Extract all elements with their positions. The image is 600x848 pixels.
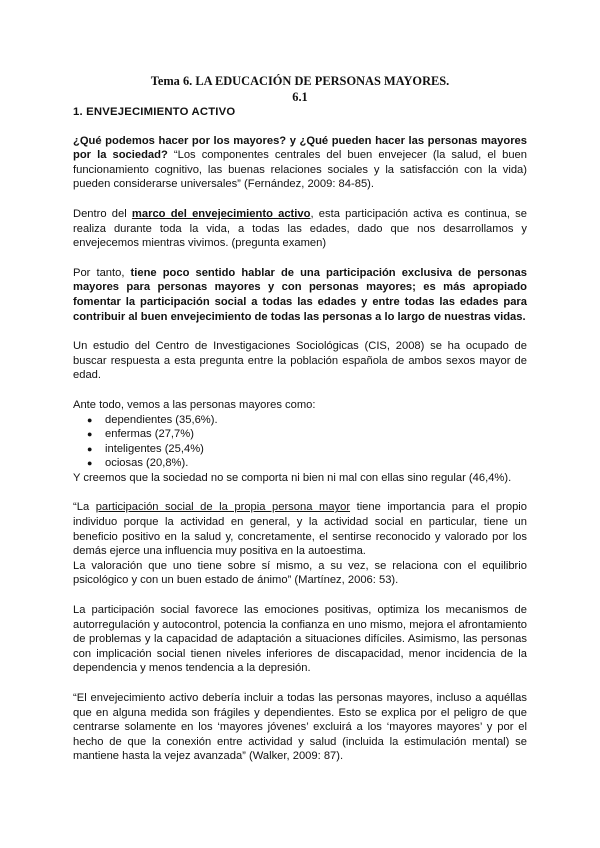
paragraph-6: La participación social favorece las emociones positivas, optimiza los mecanismos de autorregulación y autocontrol, potencia la confianza en uno mismo, mejora el afrontamiento de problemas y la capacidad de adaptación a situaciones difíciles. Asimismo, las personas con implicación social tienen niveles inferiores de discapacidad, menor incidencia de la dependencia y menos tendencia a la depresión. xyxy=(73,604,527,675)
quote-text: “Los componentes centrales del buen envejecer (la salud, el buen funcionamiento cognitivo, las buenas relaciones sociales y la satisfacción con la vida) pueden considerarse universales” (Fernández, 2009: 84-85). xyxy=(73,149,527,191)
paragraph-5 xyxy=(73,500,527,558)
paragraph-4: Un estudio del Centro de Investigaciones Sociológicas (CIS, 2008) se ha ocupado de buscar respuesta a esta pregunta entre la población española de ambos sexos mayor de edad. xyxy=(73,340,527,382)
question-text: ¿Qué podemos hacer por los mayores? y ¿Qué pueden hacer las personas mayores por la sociedad? xyxy=(73,134,527,162)
paragraph-7: “El envejecimiento activo debería incluir a todas las personas mayores, incluso a aquéllas que en alguna medida son frágiles y dependientes. Esto se explica por el peligro de que centrarse solamente en los ‘mayores jóvenes’ excluirá a los ‘mayores mayores’ y por el hecho de que la conexión entre actividad y salud (incluida la estimulación mental) se mantiene hasta la vejez avanzada” (Walker, 2009: 87). xyxy=(73,692,527,763)
underlined-term-2: participación social de la propia persona mayor xyxy=(95,501,351,514)
p5-post: tiene importancia para el propio individuo porque la actividad en general, y la actividad social en particular, tiene un beneficio positivo en la salud y, concretamente, el sentirse reconocido y valorado por los demás ejerce una influencia muy positiva en la autoestima. xyxy=(73,501,527,558)
p5-pre: “La xyxy=(73,501,96,514)
bullet-list xyxy=(73,413,527,471)
title-line-1: Tema 6. LA EDUCACIÓN DE PERSONAS MAYORES. xyxy=(150,74,450,88)
list-item: ● inteligentes (25,4%) xyxy=(73,442,527,457)
list-item: ● ociosas (20,8%). xyxy=(73,456,527,471)
list-item: ● dependientes (35,6%). xyxy=(73,413,527,428)
document-body xyxy=(73,105,527,779)
paragraph-1 xyxy=(73,134,527,192)
section-heading: 1. ENVEJECIMIENTO ACTIVO xyxy=(73,106,236,118)
title-line-2: 6.1 xyxy=(292,89,308,104)
p2-post: , esta participación activa es continua, se realiza durante toda la vida, a todas las edades, dado que nos desarrollamos y envejecemos mientras vivimos. (pregunta examen) xyxy=(73,207,527,250)
p3-pre: Por tanto, xyxy=(73,266,131,279)
paragraph-3 xyxy=(73,266,527,324)
underlined-term: marco del envejecimiento activo xyxy=(131,207,311,220)
p3-bold: tiene poco sentido hablar de una participación exclusiva de personas mayores para personas mayores y con personas mayores; es más apropiado fomentar la participación social a todas las edades y entre todas las edades para contribuir al buen envejecimiento de todas las personas a lo largo de nuestras vidas. xyxy=(73,266,527,323)
list-block xyxy=(73,398,527,486)
document-title xyxy=(0,74,600,105)
list-intro: Ante todo, vemos a las personas mayores como: xyxy=(73,398,316,411)
list-outro: Y creemos que la sociedad no se comporta ni bien ni mal con ellas sino regular (46,4%). xyxy=(73,471,512,484)
paragraph-2 xyxy=(73,207,527,251)
paragraph-5b: La valoración que uno tiene sobre sí mismo, a su vez, se relaciona con el equilibrio psicológico y con un buen estado de ánimo” (Martínez, 2006: 53). xyxy=(73,559,527,587)
list-item: ● enfermas (27,7%) xyxy=(73,427,527,442)
p2-pre: Dentro del xyxy=(73,207,132,220)
